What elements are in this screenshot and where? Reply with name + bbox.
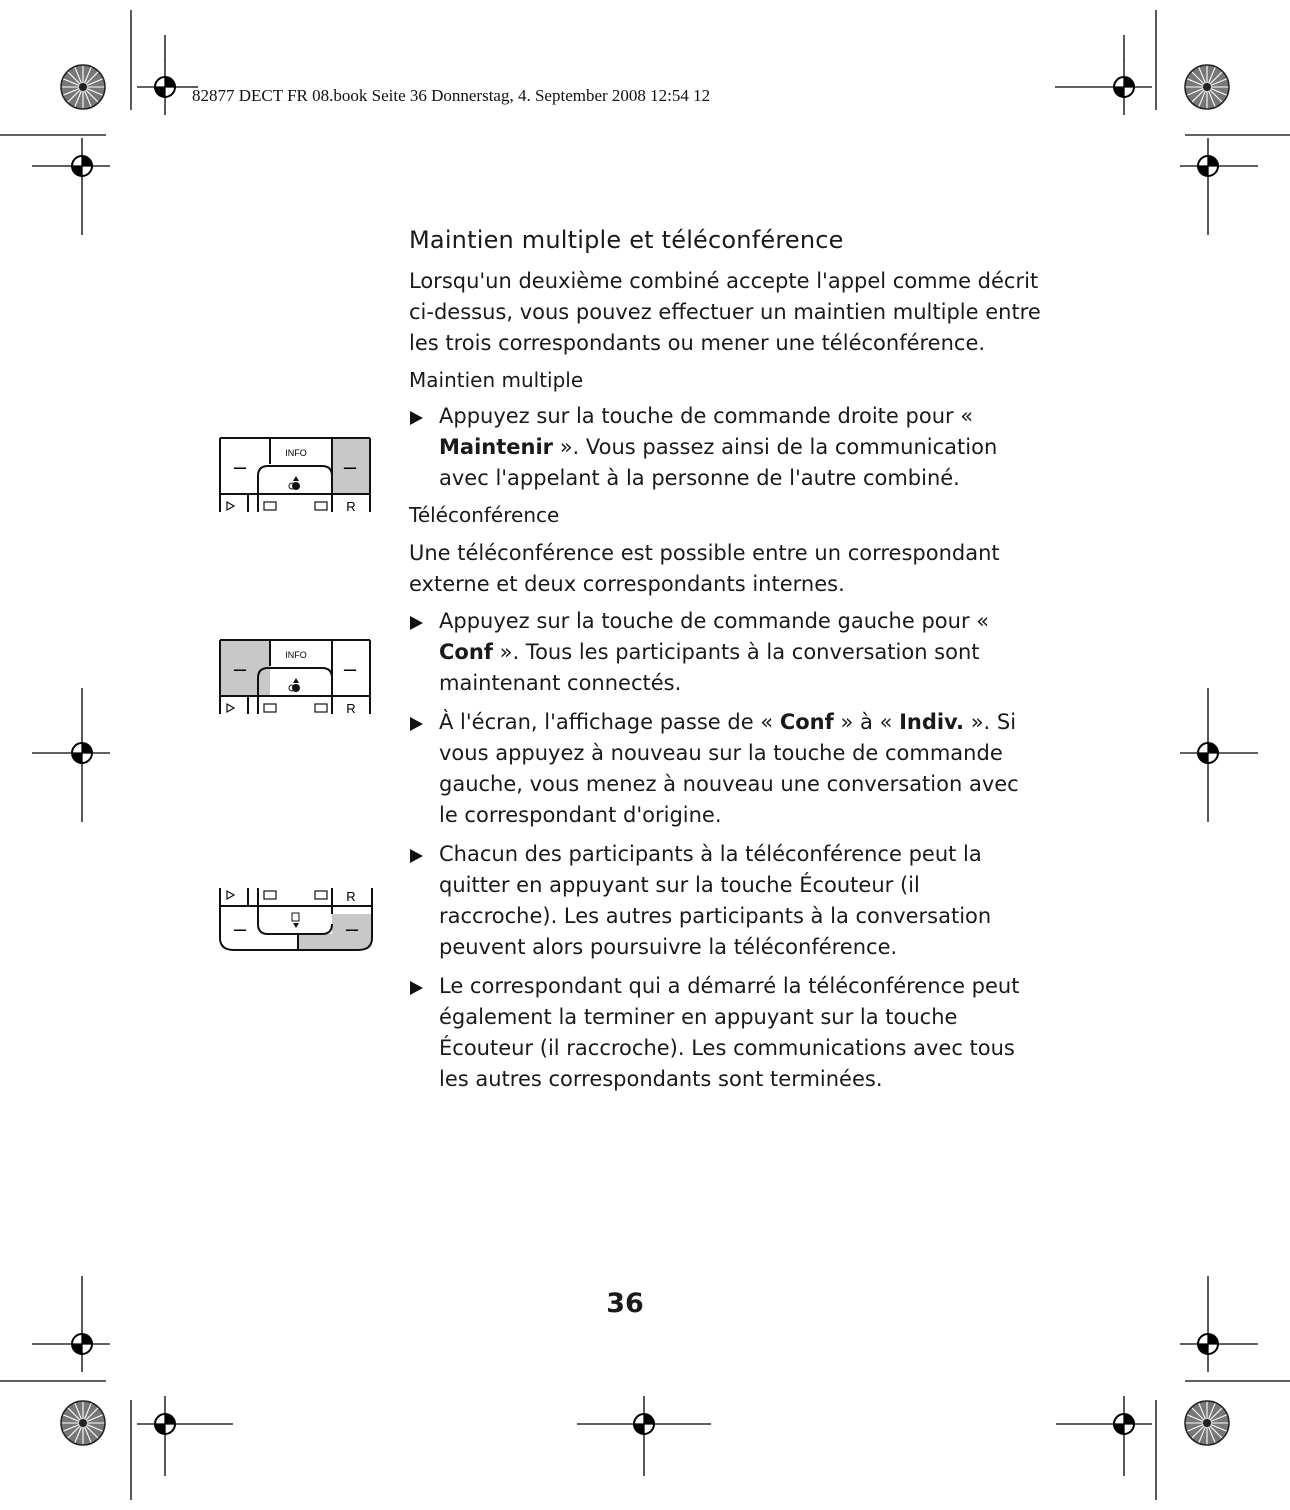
phonebook-icon bbox=[264, 704, 276, 712]
section-title: Maintien multiple et téléconférence bbox=[409, 226, 844, 254]
register-mark bbox=[616, 1396, 672, 1452]
register-mark bbox=[54, 138, 110, 194]
right-softkey-dash: – bbox=[343, 454, 357, 479]
keypad-end-call-illustration bbox=[218, 886, 374, 960]
star-mark-bottom-right bbox=[1185, 1401, 1229, 1445]
left-softkey-dash: – bbox=[233, 656, 247, 681]
info-key-label: INFO bbox=[285, 448, 307, 458]
conference-step-3: Chacun des participants à la téléconférence peut la quitter en appuyant sur la touche Écouteur (il raccroche). Les autres participants à la conversation peuvent alors poursuivre la téléconférence. bbox=[409, 839, 1041, 963]
conference-step-1: Appuyez sur la touche de commande gauche pour « Conf ». Tous les participants à la conversation sont maintenant connectés. bbox=[409, 606, 1041, 699]
info-key-label: INFO bbox=[285, 650, 307, 660]
section-content bbox=[409, 222, 1041, 1095]
star-mark-top-right bbox=[1185, 65, 1229, 109]
phonebook-icon bbox=[264, 891, 276, 899]
play-icon bbox=[227, 502, 234, 510]
right-softkey-dash: – bbox=[345, 916, 359, 941]
register-mark bbox=[1096, 59, 1152, 115]
print-slug: 82877 DECT FR 08.book Seite 36 Donnerstag, 4. September 2008 12:54 12 bbox=[192, 86, 711, 105]
register-mark bbox=[137, 59, 193, 115]
nav-up-icon bbox=[289, 476, 300, 490]
register-mark bbox=[1180, 138, 1236, 194]
register-mark bbox=[54, 725, 110, 781]
play-icon bbox=[227, 891, 234, 899]
nav-up-icon bbox=[289, 678, 300, 692]
left-softkey-dash: – bbox=[233, 916, 247, 941]
register-mark bbox=[1180, 725, 1236, 781]
register-mark bbox=[137, 1396, 193, 1452]
softkey-name: Conf bbox=[779, 710, 834, 734]
maintien-heading: Maintien multiple bbox=[409, 368, 584, 392]
softkey-name: Indiv. bbox=[899, 710, 965, 734]
conference-heading: Téléconférence bbox=[409, 503, 560, 527]
r-key-label: R bbox=[346, 889, 356, 904]
register-mark bbox=[54, 1316, 110, 1372]
nav-down-icon bbox=[292, 913, 299, 928]
conference-step-4: Le correspondant qui a démarré la téléconférence peut également la terminer en appuyant sur la touche Écouteur (il raccroche). Les communications avec tous les autres correspondants sont terminées. bbox=[409, 971, 1041, 1095]
star-mark-bottom-left bbox=[61, 1401, 105, 1445]
r-key-label: R bbox=[346, 701, 356, 716]
phonebook-icon bbox=[264, 502, 276, 510]
play-icon bbox=[227, 704, 234, 712]
keypad-right-softkey-illustration bbox=[218, 436, 374, 518]
star-mark-top-left bbox=[61, 65, 105, 109]
right-softkey-dash: – bbox=[343, 656, 357, 681]
section-intro: Lorsqu'un deuxième combiné accepte l'appel comme décrit ci-dessus, vous pouvez effectuer un maintien multiple entre les trois correspondants ou mener une téléconférence. bbox=[409, 269, 1041, 355]
softkey-name: Maintenir bbox=[439, 435, 554, 459]
left-softkey-dash: – bbox=[233, 454, 247, 479]
envelope-icon bbox=[315, 704, 327, 712]
envelope-icon bbox=[315, 502, 327, 510]
softkey-name: Conf bbox=[439, 640, 493, 664]
highlight-end-call-key bbox=[298, 914, 372, 950]
register-mark bbox=[1180, 1316, 1236, 1372]
keypad-left-softkey-illustration bbox=[218, 638, 374, 720]
page-number: 36 bbox=[606, 1288, 644, 1319]
envelope-icon bbox=[315, 891, 327, 899]
conference-intro: Une téléconférence est possible entre un correspondant externe et deux correspondants internes. bbox=[409, 541, 1000, 596]
conference-step-2: À l'écran, l'affichage passe de « Conf » à « Indiv. ». Si vous appuyez à nouveau sur la touche de commande gauche, vous menez à nouveau une conversation avec le correspondant d'origine. bbox=[409, 707, 1041, 831]
r-key-label: R bbox=[346, 499, 356, 514]
maintien-step-1: Appuyez sur la touche de commande droite pour « Maintenir ». Vous passez ainsi de la communication avec l'appelant à la personne de l'autre combiné. bbox=[409, 401, 1041, 494]
register-mark bbox=[1096, 1396, 1152, 1452]
